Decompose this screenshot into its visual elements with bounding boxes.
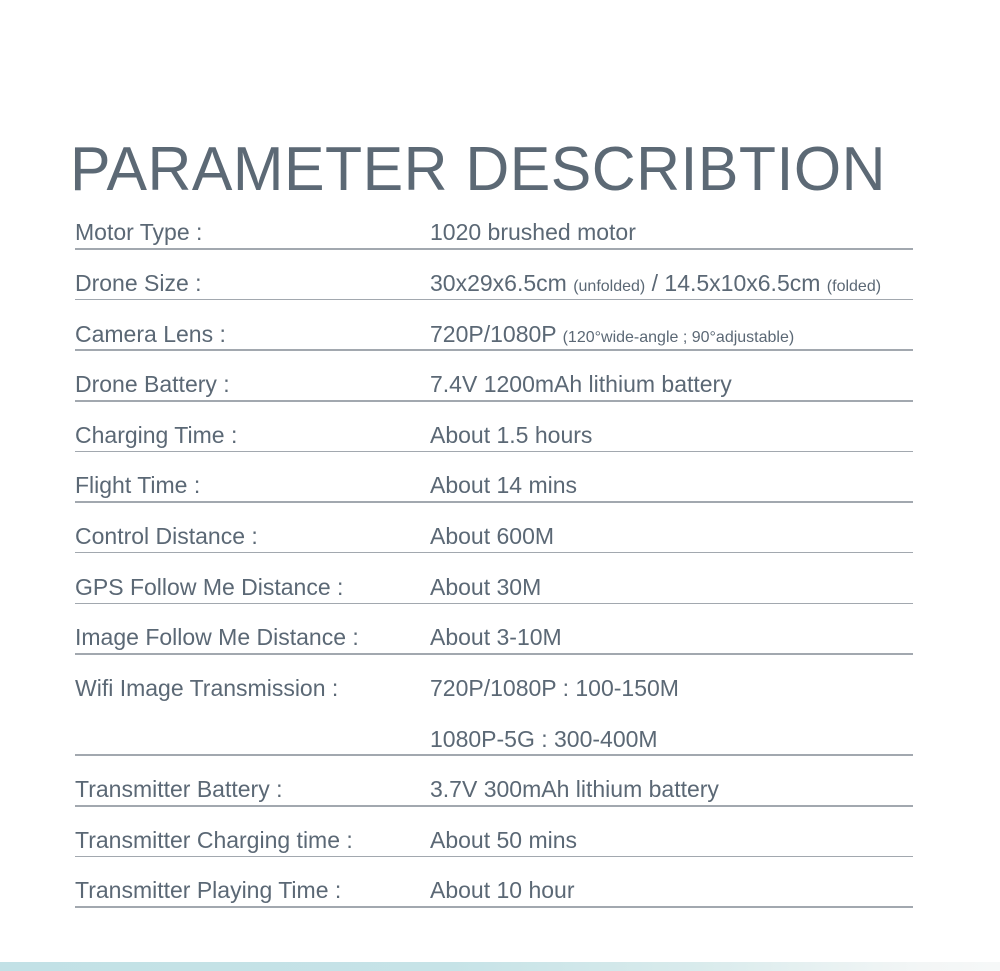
spec-value: 3.7V 300mAh lithium battery [430, 776, 719, 803]
spec-label: Drone Size : [75, 269, 202, 296]
spec-row [75, 655, 913, 756]
spec-label: Transmitter Charging time : [75, 826, 353, 853]
spec-value: 1020 brushed motor [430, 219, 636, 246]
spec-label: Image Follow Me Distance : [75, 624, 359, 651]
spec-label: Motor Type : [75, 219, 203, 246]
spec-row [75, 199, 913, 250]
spec-row [75, 351, 913, 402]
spec-value-column [430, 503, 913, 554]
spec-label: Wifi Image Transmission : [75, 674, 339, 701]
spec-value-column [430, 807, 913, 858]
spec-value: About 3-10M [430, 624, 562, 651]
spec-value: About 1.5 hours [430, 421, 593, 448]
spec-label: Drone Battery : [75, 371, 230, 398]
spec-value: 7.4V 1200mAh lithium battery [430, 371, 732, 398]
spec-value: 1080P-5G : 300-400M [430, 725, 658, 752]
spec-value: 720P/1080P : 100-150M [430, 674, 679, 701]
spec-row [75, 756, 913, 807]
spec-row [75, 452, 913, 503]
spec-label: Charging Time : [75, 421, 238, 448]
spec-value: About 10 hour [430, 877, 575, 904]
spec-label: Camera Lens : [75, 320, 226, 347]
spec-value-column [430, 857, 913, 908]
spec-value-column [430, 250, 913, 301]
spec-row [75, 807, 913, 858]
spec-label: GPS Follow Me Distance : [75, 573, 344, 600]
spec-value: About 600M [430, 523, 555, 550]
spec-value-column [430, 452, 913, 503]
page-title: PARAMETER DESCRIBTION [70, 134, 887, 204]
spec-value: About 14 mins [430, 472, 578, 499]
spec-value-column [430, 553, 913, 604]
spec-value: 720P/1080P (120°wide-angle ; 90°adjustable) [430, 320, 795, 347]
spec-value-column [430, 351, 913, 402]
spec-label: Transmitter Battery : [75, 776, 283, 803]
spec-row [75, 553, 913, 604]
spec-row [75, 857, 913, 908]
spec-label: Transmitter Playing Time : [75, 877, 342, 904]
spec-value-column [430, 199, 913, 250]
spec-row [75, 604, 913, 655]
spec-value: About 30M [430, 573, 542, 600]
spec-row [75, 503, 913, 554]
spec-row [75, 402, 913, 453]
spec-label: Flight Time : [75, 472, 201, 499]
bottom-accent-bar [0, 962, 1000, 971]
spec-value-column [430, 655, 913, 756]
spec-row [75, 300, 913, 351]
spec-value: About 50 mins [430, 826, 578, 853]
spec-table [75, 199, 913, 908]
spec-value-column [430, 402, 913, 453]
spec-value-column [430, 604, 913, 655]
spec-value: 30x29x6.5cm (unfolded) / 14.5x10x6.5cm (folded) [430, 269, 882, 296]
spec-value-column [430, 300, 913, 351]
spec-row [75, 250, 913, 301]
spec-value-column [430, 756, 913, 807]
spec-label: Control Distance : [75, 523, 258, 550]
